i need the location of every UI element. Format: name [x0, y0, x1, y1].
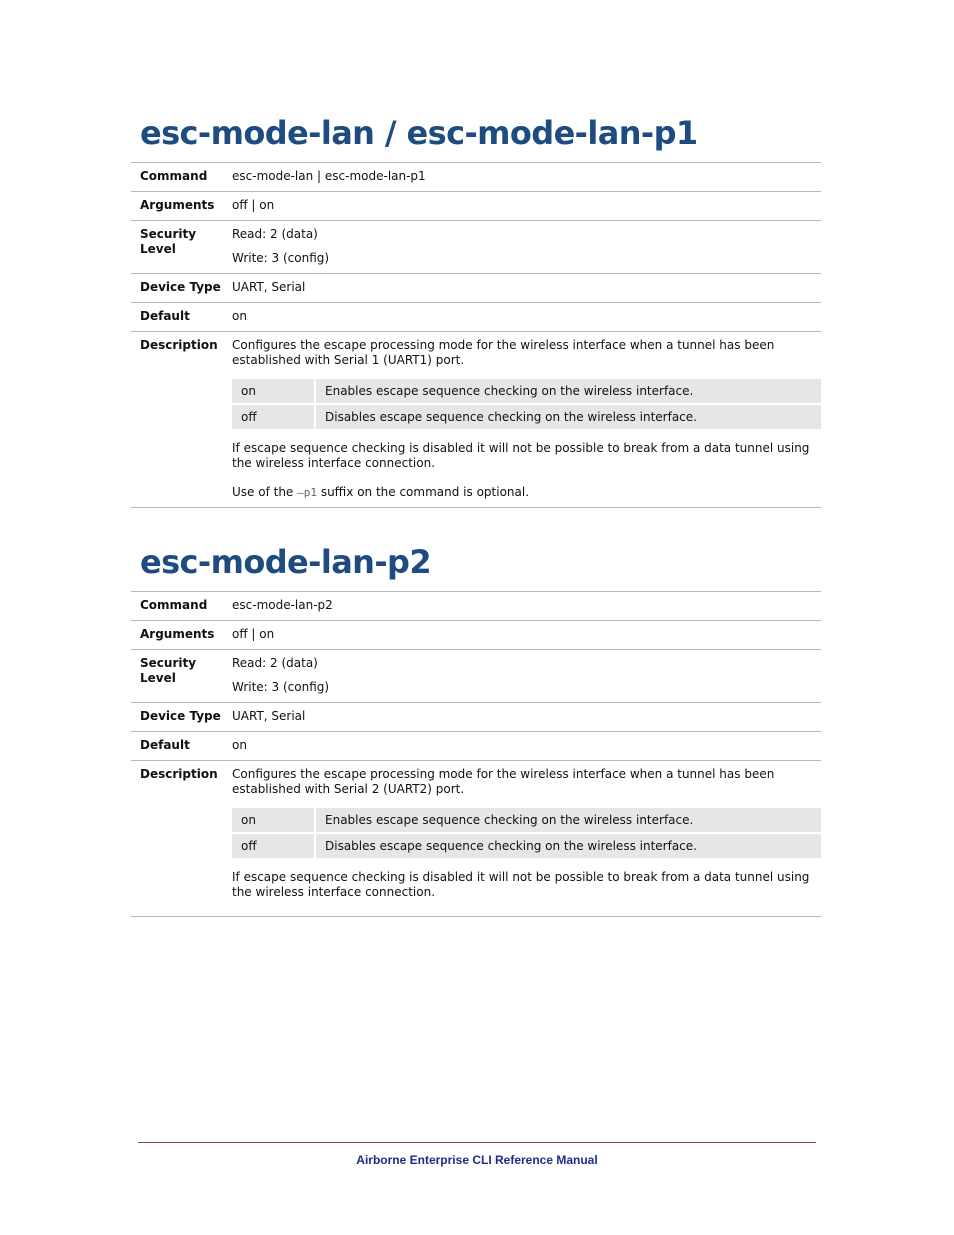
- option-text: Disables escape sequence checking on the wireless interface.: [316, 405, 821, 429]
- command-table: [131, 591, 821, 917]
- row-default: [131, 732, 821, 761]
- section-title: esc-mode-lan / esc-mode-lan-p1: [140, 114, 698, 152]
- label-device-type: Device Type: [131, 274, 232, 303]
- security-write: Write: 3 (config): [232, 251, 330, 265]
- options-table: [232, 377, 821, 431]
- option-key: off: [232, 405, 316, 429]
- value-default: on: [232, 303, 821, 332]
- row-default: [131, 303, 821, 332]
- label-default: Default: [131, 732, 232, 761]
- row-device-type: [131, 274, 821, 303]
- option-key: off: [232, 834, 316, 858]
- section-title: esc-mode-lan-p2: [140, 543, 432, 581]
- row-description: [131, 761, 821, 917]
- command-section-esc-mode-lan: [131, 113, 821, 508]
- command-section-esc-mode-lan-p2: [131, 542, 821, 917]
- description-text: Configures the escape processing mode for the wireless interface when a tunnel has been established with Serial 1 (UART1) port.: [232, 338, 775, 367]
- escape-note: If escape sequence checking is disabled it will not be possible to break from a data tunnel using the wireless interface connection.: [232, 870, 810, 899]
- row-security-level: [131, 650, 821, 703]
- value-description: [232, 761, 821, 917]
- security-read: Read: 2 (data): [232, 656, 318, 670]
- option-text: Enables escape sequence checking on the wireless interface.: [316, 808, 821, 832]
- option-row-off: [232, 834, 821, 858]
- label-command: Command: [131, 163, 232, 192]
- value-default: on: [232, 732, 821, 761]
- value-device-type: UART, Serial: [232, 274, 821, 303]
- label-device-type: Device Type: [131, 703, 232, 732]
- suffix-note-before: Use of the: [232, 485, 298, 499]
- value-description: [232, 332, 821, 508]
- option-text: Enables escape sequence checking on the wireless interface.: [316, 379, 821, 403]
- row-command: [131, 163, 821, 192]
- row-arguments: [131, 192, 821, 221]
- option-key: on: [232, 808, 316, 832]
- label-arguments: Arguments: [131, 192, 232, 221]
- option-row-on: [232, 808, 821, 832]
- value-device-type: UART, Serial: [232, 703, 821, 732]
- footer-divider: [138, 1142, 816, 1143]
- label-description: Description: [131, 332, 232, 508]
- row-device-type: [131, 703, 821, 732]
- value-command: esc-mode-lan | esc-mode-lan-p1: [232, 163, 821, 192]
- security-write: Write: 3 (config): [232, 680, 330, 694]
- option-text: Disables escape sequence checking on the wireless interface.: [316, 834, 821, 858]
- options-table: [232, 806, 821, 860]
- row-security-level: [131, 221, 821, 274]
- option-row-off: [232, 405, 821, 429]
- value-arguments: off | on: [232, 192, 821, 221]
- label-description: Description: [131, 761, 232, 917]
- suffix-note-after: suffix on the command is optional.: [317, 485, 530, 499]
- label-command: Command: [131, 592, 232, 621]
- option-row-on: [232, 379, 821, 403]
- label-security-level: Security Level: [131, 650, 232, 703]
- row-description: [131, 332, 821, 508]
- suffix-note: [232, 485, 821, 500]
- security-read: Read: 2 (data): [232, 227, 318, 241]
- value-security-level: [232, 221, 821, 274]
- label-security-level: Security Level: [131, 221, 232, 274]
- row-arguments: [131, 621, 821, 650]
- command-table: [131, 162, 821, 508]
- label-default: Default: [131, 303, 232, 332]
- value-security-level: [232, 650, 821, 703]
- suffix-code: –p1: [297, 486, 317, 499]
- description-text: Configures the escape processing mode for the wireless interface when a tunnel has been established with Serial 2 (UART2) port.: [232, 767, 775, 796]
- footer-title: Airborne Enterprise CLI Reference Manual: [356, 1153, 598, 1167]
- value-arguments: off | on: [232, 621, 821, 650]
- option-key: on: [232, 379, 316, 403]
- escape-note: If escape sequence checking is disabled it will not be possible to break from a data tunnel using the wireless interface connection.: [232, 441, 810, 470]
- value-command: esc-mode-lan-p2: [232, 592, 821, 621]
- row-command: [131, 592, 821, 621]
- label-arguments: Arguments: [131, 621, 232, 650]
